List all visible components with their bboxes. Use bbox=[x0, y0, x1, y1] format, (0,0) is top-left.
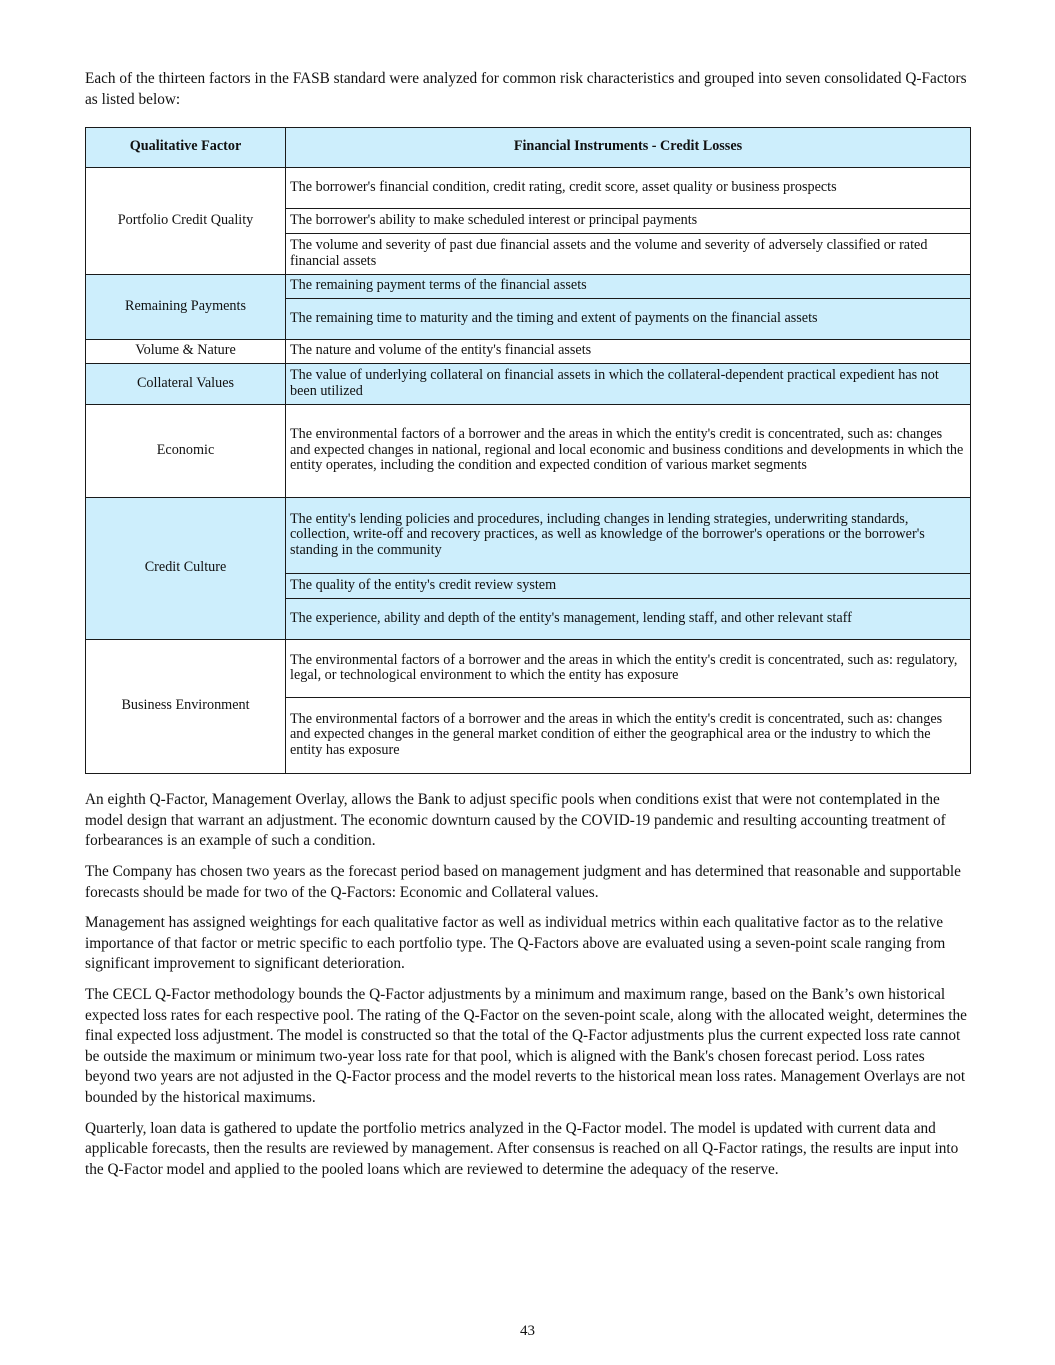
page-number: 43 bbox=[520, 1323, 535, 1339]
description-cell: The borrower's financial condition, credit rating, credit score, asset quality or business prospects bbox=[286, 168, 971, 209]
description-cell: The experience, ability and depth of the entity's management, lending staff, and other relevant staff bbox=[286, 599, 971, 640]
paragraph-cecl-methodology: The CECL Q-Factor methodology bounds the Q-Factor adjustments by a minimum and maximum range, based on the Bank’s own historical expected loss rates for each respective pool. The rating of the Q-Factor on the seven-point scale, along with the allocated weight, determines the final expected loss adjustment. The model is constructed so that the total of the Q-Factor adjustments plus the current expected loss rate cannot be outside the maximum or minimum two-year loss rate for that pool, which is aligned with the Bank's chosen forecast period. Loss rates beyond two years are not adjusted in the Q-Factor process and the model reverts to the historical mean loss rates. Management Overlays are not bounded by the historical maximums. bbox=[85, 985, 967, 1106]
description-cell: The nature and volume of the entity's financial assets bbox=[286, 340, 971, 364]
table-row bbox=[86, 340, 971, 364]
description-cell: The remaining time to maturity and the timing and extent of payments on the financial assets bbox=[286, 299, 971, 340]
q-factor-table bbox=[85, 127, 971, 774]
factor-cell: Portfolio Credit Quality bbox=[86, 168, 286, 275]
paragraph-management-overlay: An eighth Q-Factor, Management Overlay, allows the Bank to adjust specific pools when conditions exist that were not contemplated in the model design that warrant an adjustment. The economic downturn caused by the COVID-19 pandemic and resulting accounting treatment of forbearances is an example of such a condition. bbox=[85, 791, 946, 850]
description-cell: The volume and severity of past due financial assets and the volume and severity of adversely classified or rated financial assets bbox=[286, 234, 971, 275]
table-header-row bbox=[86, 128, 971, 168]
description-cell: The entity's lending policies and procedures, including changes in lending strategies, underwriting standards, collection, write-off and recovery practices, as well as knowledge of the borrower's operations or the borrower's standing in the community bbox=[286, 498, 971, 574]
table-row bbox=[86, 405, 971, 498]
table-row bbox=[86, 364, 971, 405]
description-cell: The environmental factors of a borrower and the areas in which the entity's credit is concentrated, such as: changes and expected changes in the general market condition of either the geographical area or the industry to which the entity has exposure bbox=[286, 698, 971, 774]
description-cell: The environmental factors of a borrower and the areas in which the entity's credit is concentrated, such as: changes and expected changes in national, regional and local economic and business conditions and developments in which the entity operates, including the condition and expected condition of various market segments bbox=[286, 405, 971, 498]
table-row bbox=[86, 640, 971, 698]
table-row bbox=[86, 498, 971, 574]
factor-cell: Remaining Payments bbox=[86, 275, 286, 340]
paragraph-forecast-period: The Company has chosen two years as the forecast period based on management judgment and has determined that reasonable and supportable forecasts should be made for two of the Q-Factors: Economic and Collateral values. bbox=[85, 862, 961, 901]
description-cell: The value of underlying collateral on financial assets in which the collateral-dependent practical expedient has not been utilized bbox=[286, 364, 971, 405]
table-row bbox=[86, 168, 971, 209]
description-cell: The quality of the entity's credit review system bbox=[286, 574, 971, 599]
document-page bbox=[85, 69, 971, 1190]
factor-cell: Credit Culture bbox=[86, 498, 286, 640]
factor-cell: Collateral Values bbox=[86, 364, 286, 405]
description-cell: The borrower's ability to make scheduled interest or principal payments bbox=[286, 209, 971, 234]
intro-paragraph: Each of the thirteen factors in the FASB standard were analyzed for common risk characteristics and grouped into seven consolidated Q-Factors as listed below: bbox=[85, 70, 967, 108]
factor-cell: Volume & Nature bbox=[86, 340, 286, 364]
factor-cell: Economic bbox=[86, 405, 286, 498]
description-cell: The environmental factors of a borrower and the areas in which the entity's credit is concentrated, such as: regulatory, legal, or technological environment to which the entity has exposure bbox=[286, 640, 971, 698]
header-credit-losses: Financial Instruments - Credit Losses bbox=[286, 128, 971, 168]
factor-cell: Business Environment bbox=[86, 640, 286, 774]
table-row bbox=[86, 275, 971, 299]
header-qualitative-factor: Qualitative Factor bbox=[86, 128, 286, 168]
paragraph-weightings: Management has assigned weightings for each qualitative factor as well as individual metrics within each qualitative factor as to the relative importance of that factor or metric specific to each portfolio type. The Q-Factors above are evaluated using a seven-point scale ranging from significant improvement to significant deterioration. bbox=[85, 914, 946, 973]
description-cell: The remaining payment terms of the financial assets bbox=[286, 275, 971, 299]
paragraph-quarterly-update: Quarterly, loan data is gathered to update the portfolio metrics analyzed in the Q-Factor model. The model is updated with current data and applicable forecasts, then the results are reviewed by management. After consensus is reached on all Q-Factor ratings, the results are input into the Q-Factor model and applied to the pooled loans which are reviewed to determine the adequacy of the reserve. bbox=[85, 1119, 959, 1178]
